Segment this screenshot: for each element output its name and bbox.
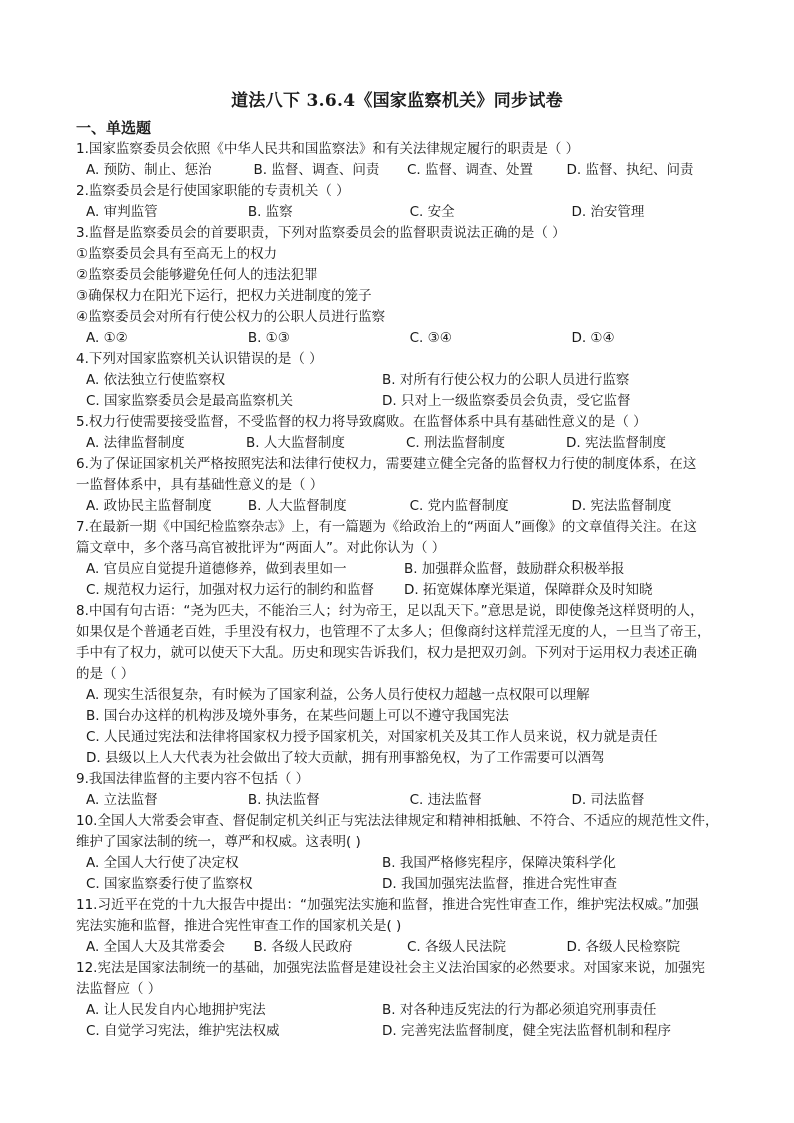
option: C. 规范权力运行，加强对权力运行的制约和监督: [86, 582, 375, 598]
question-stem: 如果仅是个普通老百姓，手里没有权力，也管理不了太多人；但像商纣这样荒淫无度的人，一旦当了帝王，: [76, 624, 711, 640]
option: B. 监察: [247, 204, 293, 220]
option: A. 法律监督制度: [86, 435, 185, 451]
question-stem: 3.监督是监察委员会的首要职责，下列对监察委员会的监督职责说法正确的是（ ）: [76, 225, 566, 241]
option: D. 只对上一级监察委员会负责，受它监督: [382, 393, 631, 409]
question-stem: 8.中国有句古语：“尧为匹夫，不能治三人；纣为帝王，足以乱天下。”意思是说，即使像尧这样贤明的人，: [76, 603, 704, 619]
question-stem: 一监督体系中，具有基础性意义的是（ ）: [76, 477, 324, 493]
option-row: [76, 328, 726, 349]
option-row: [76, 1021, 726, 1042]
option-row: [76, 748, 726, 769]
option: D. 完善宪法监督制度，健全宪法监督机制和程序: [382, 1023, 671, 1039]
question-stem: 宪法实施和监督，推进合宪性审查工作的国家机关是( ): [76, 918, 402, 934]
question-stem: 法监督应（ ）: [76, 981, 162, 997]
option: B. 各级人民政府: [253, 939, 353, 955]
option: D. 治安管理: [571, 204, 645, 220]
question-stem: 1.国家监察委员会依照《中华人民共和国监察法》和有关法律规定履行的职责是（ ）: [76, 141, 580, 157]
question-stem: 11.习近平在党的十九大报告中提出：“加强宪法实施和监督，推进合宪性审查工作，维护宪法权威。”加强: [76, 897, 699, 913]
section-heading: 一、单选题: [76, 119, 152, 137]
statement: ②监察委员会能够避免任何人的违法犯罪: [76, 267, 318, 283]
option-row: [76, 433, 726, 454]
option-row: [76, 685, 726, 706]
option: B. 执法监督: [247, 792, 320, 808]
question-stem: 手中有了权力，就可以使天下大乱。历史和现实告诉我们，权力是把双刃剑。下列对于运用权力表述正确: [76, 645, 697, 661]
question-stem: 2.监察委员会是行使国家职能的专责机关（ ）: [76, 183, 350, 199]
option: C. 人民通过宪法和法律将国家权力授予国家机关，对国家机关及其工作人员来说，权力就是责任: [86, 729, 658, 745]
option-row: [76, 202, 726, 223]
option: B. 加强群众监督，鼓励群众积极举报: [404, 561, 625, 577]
option-row: [76, 727, 726, 748]
option: D. 宪法监督制度: [571, 498, 672, 514]
option: D. 监督、执纪、问责: [566, 162, 694, 178]
option: A. 依法独立行使监察权: [86, 372, 226, 388]
option: A. 立法监督: [86, 792, 158, 808]
option: A. 官员应自觉提升道德修养，做到表里如一: [86, 561, 347, 577]
option: A. 让人民发自内心地拥护宪法: [86, 1002, 266, 1018]
option-row: [76, 937, 726, 958]
question-stem: 5.权力行使需要接受监督，不受监督的权力将导致腐败。在监督体系中具有基础性意义的是（ ）: [76, 414, 647, 430]
option-row: [76, 853, 726, 874]
question-stem: 维护了国家法制的统一，尊严和权威。这表明( ): [76, 834, 361, 850]
option: C. 刑法监督制度: [406, 435, 506, 451]
option: D. 司法监督: [571, 792, 645, 808]
option: D. 拓宽媒体摩光渠道，保障群众及时知晓: [404, 582, 653, 598]
option: C. 安全: [409, 204, 455, 220]
option: B. 国台办这样的机构涉及境外事务，在某些问题上可以不遵守我国宪法: [86, 708, 509, 724]
option: D. ①④: [571, 330, 615, 346]
option: D. 宪法监督制度: [566, 435, 666, 451]
option: B. 人大监督制度: [246, 435, 345, 451]
option: C. 党内监督制度: [409, 498, 509, 514]
option-row: [76, 496, 726, 517]
option: C. 各级人民法院: [407, 939, 507, 955]
question-list: [76, 139, 726, 1042]
option-row: [76, 580, 726, 601]
statement: ①监察委员会具有至高无上的权力: [76, 246, 278, 262]
option: A. ①②: [86, 330, 128, 346]
question-stem: 7.在最新一期《中国纪检监察杂志》上，有一篇题为《给政治上的“两面人”画像》的文章值得关注。在这: [76, 519, 697, 535]
option: C. 违法监督: [409, 792, 482, 808]
option: C. 自觉学习宪法，维护宪法权威: [86, 1023, 280, 1039]
question-stem: 的是（ ）: [76, 666, 135, 682]
page-title: 道法八下 3.6.4《国家监察机关》同步试卷: [231, 91, 563, 111]
option: B. 我国严格修宪程序，保障决策科学化: [382, 855, 616, 871]
option: B. 对所有行使公权力的公职人员进行监察: [382, 372, 630, 388]
option-row: [76, 1000, 726, 1021]
statement: ③确保权力在阳光下运行，把权力关进制度的笼子: [76, 288, 372, 304]
option: A. 全国人大行使了决定权: [86, 855, 239, 871]
option: C. 国家监察委员会是最高监察机关: [86, 393, 294, 409]
option: D. 各级人民检察院: [566, 939, 680, 955]
question-stem: 10.全国人大常委会审查、督促制定机关纠正与宪法法律规定和精神相抵触、不符合、不适应的规范性文件，: [76, 813, 719, 829]
option: C. ③④: [409, 330, 452, 346]
option: A. 审判监管: [86, 204, 158, 220]
question-stem: 6.为了保证国家机关严格按照宪法和法律行使权力，需要建立健全完备的监督权力行使的制度体系，在这: [76, 456, 697, 472]
option: A. 全国人大及其常委会: [86, 939, 226, 955]
option: B. ①③: [247, 330, 290, 346]
option: B. 监督、调查、问责: [253, 162, 380, 178]
question-stem: 9.我国法律监督的主要内容不包括（ ）: [76, 771, 310, 787]
question-stem: 篇文章中，多个落马高官被批评为“两面人”。对此你认为（ ）: [76, 540, 446, 556]
option-row: [76, 160, 726, 181]
option: C. 监督、调查、处置: [407, 162, 534, 178]
option: D. 我国加强宪法监督，推进合宪性审查: [382, 876, 617, 892]
option: B. 人大监督制度: [247, 498, 347, 514]
option-row: [76, 874, 726, 895]
question-stem: 12.宪法是国家法制统一的基础，加强宪法监督是建设社会主义法治国家的必然要求。对国家来说，加强宪: [76, 960, 705, 976]
option-row: [76, 559, 726, 580]
question-stem: 4.下列对国家监察机关认识错误的是（ ）: [76, 351, 323, 367]
option: A. 政协民主监督制度: [86, 498, 212, 514]
option: D. 县级以上人大代表为社会做出了较大贡献，拥有刑事豁免权，为了工作需要可以酒驾: [86, 750, 605, 766]
option: A. 现实生活很复杂，有时候为了国家利益，公务人员行使权力超越一点权限可以理解: [86, 687, 590, 703]
option: B. 对各种违反宪法的行为都必须追究刑事责任: [382, 1002, 657, 1018]
statement: ④监察委员会对所有行使公权力的公职人员进行监察: [76, 309, 386, 325]
option-row: [76, 370, 726, 391]
option-row: [76, 706, 726, 727]
option-row: [76, 391, 726, 412]
option: A. 预防、制止、惩治: [86, 162, 212, 178]
option-row: [76, 790, 726, 811]
option: C. 国家监察委行使了监察权: [86, 876, 253, 892]
